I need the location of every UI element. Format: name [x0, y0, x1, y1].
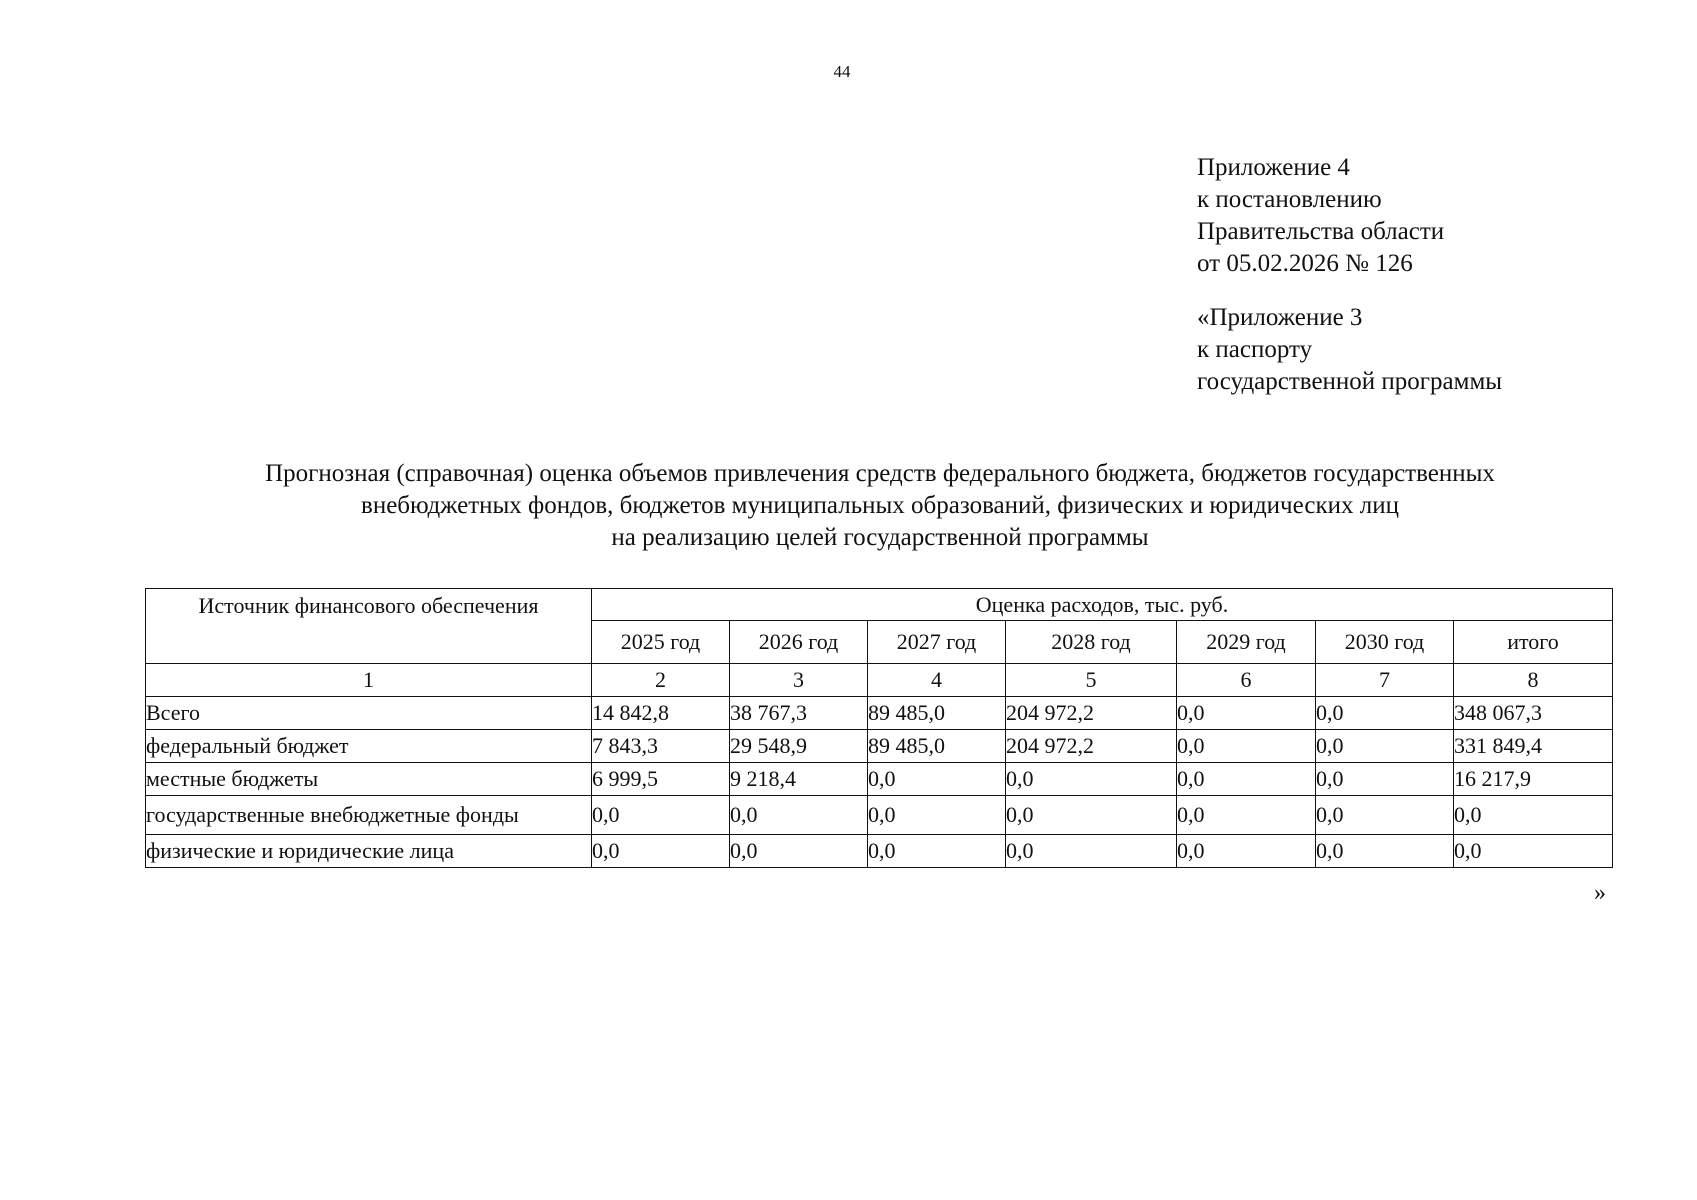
value-cell: 0,0: [592, 835, 730, 868]
appendix-line: Приложение 4: [1197, 154, 1350, 181]
closing-quote: »: [1594, 880, 1606, 906]
column-number: 3: [730, 664, 868, 697]
column-number: 2: [592, 664, 730, 697]
appendix-line: от 05.02.2026 № 126: [1197, 250, 1413, 277]
page-number: 44: [833, 62, 851, 81]
column-number: 8: [1454, 664, 1613, 697]
table-row: [146, 697, 1613, 730]
table-row: [146, 835, 1613, 868]
year-header: 2028 год: [1006, 621, 1177, 664]
value-cell: 0,0: [1177, 697, 1316, 730]
total-cell: 16 217,9: [1454, 763, 1613, 796]
table-row: [146, 763, 1613, 796]
funding-table: [145, 588, 1613, 868]
value-cell: 0,0: [730, 796, 868, 835]
value-cell: 0,0: [1177, 730, 1316, 763]
source-cell: государственные внебюджетные фонды: [146, 796, 592, 835]
value-cell: 0,0: [1316, 835, 1454, 868]
value-cell: 6 999,5: [592, 763, 730, 796]
value-cell: 0,0: [1316, 796, 1454, 835]
value-cell: 14 842,8: [592, 697, 730, 730]
value-cell: 0,0: [868, 796, 1006, 835]
value-cell: 89 485,0: [868, 697, 1006, 730]
total-header: итого: [1454, 621, 1613, 664]
appendix-line: к постановлению: [1197, 186, 1382, 213]
appendix-line: Правительства области: [1197, 218, 1445, 245]
prior-appendix-line: «Приложение 3: [1197, 304, 1363, 331]
column-number: 6: [1177, 664, 1316, 697]
column-number: 7: [1316, 664, 1454, 697]
year-header: 2026 год: [730, 621, 868, 664]
column-number: 5: [1006, 664, 1177, 697]
document-title: [150, 458, 1610, 554]
total-cell: 348 067,3: [1454, 697, 1613, 730]
source-cell: федеральный бюджет: [146, 730, 592, 763]
column-number: 1: [146, 664, 592, 697]
value-cell: 0,0: [1177, 796, 1316, 835]
title-line: на реализацию целей государственной программы: [611, 524, 1149, 551]
expenses-header: Оценка расходов, тыс. руб.: [592, 589, 1613, 621]
year-header: 2027 год: [868, 621, 1006, 664]
value-cell: 0,0: [1316, 697, 1454, 730]
value-cell: 29 548,9: [730, 730, 868, 763]
title-line: внебюджетных фондов, бюджетов муниципальных образований, физических и юридических лиц: [361, 492, 1399, 519]
source-cell: физические и юридические лица: [146, 835, 592, 868]
year-header: 2029 год: [1177, 621, 1316, 664]
total-cell: 0,0: [1454, 796, 1613, 835]
source-cell: Всего: [146, 697, 592, 730]
value-cell: 0,0: [868, 835, 1006, 868]
column-number-row: [146, 664, 1613, 697]
value-cell: 0,0: [1316, 730, 1454, 763]
value-cell: 89 485,0: [868, 730, 1006, 763]
table-row: [146, 796, 1613, 835]
total-cell: 331 849,4: [1454, 730, 1613, 763]
value-cell: 7 843,3: [592, 730, 730, 763]
value-cell: 0,0: [1177, 763, 1316, 796]
year-header: 2030 год: [1316, 621, 1454, 664]
value-cell: 0,0: [1177, 835, 1316, 868]
source-cell: местные бюджеты: [146, 763, 592, 796]
value-cell: 0,0: [868, 763, 1006, 796]
value-cell: 0,0: [592, 796, 730, 835]
source-header: Источник финансового обеспечения: [146, 589, 592, 664]
year-header: 2025 год: [592, 621, 730, 664]
title-line: Прогнозная (справочная) оценка объемов привлечения средств федерального бюджета, бюджетов государственных: [265, 460, 1495, 487]
value-cell: 204 972,2: [1006, 730, 1177, 763]
table-row: [146, 730, 1613, 763]
value-cell: 0,0: [1316, 763, 1454, 796]
prior-appendix-line: государственной программы: [1197, 368, 1503, 395]
value-cell: 204 972,2: [1006, 697, 1177, 730]
value-cell: 9 218,4: [730, 763, 868, 796]
prior-appendix-line: к паспорту: [1197, 336, 1313, 363]
value-cell: 38 767,3: [730, 697, 868, 730]
appendix-header: [1197, 152, 1502, 398]
value-cell: 0,0: [1006, 763, 1177, 796]
spacer: [1197, 280, 1502, 302]
column-number: 4: [868, 664, 1006, 697]
total-cell: 0,0: [1454, 835, 1613, 868]
value-cell: 0,0: [1006, 796, 1177, 835]
value-cell: 0,0: [730, 835, 868, 868]
value-cell: 0,0: [1006, 835, 1177, 868]
